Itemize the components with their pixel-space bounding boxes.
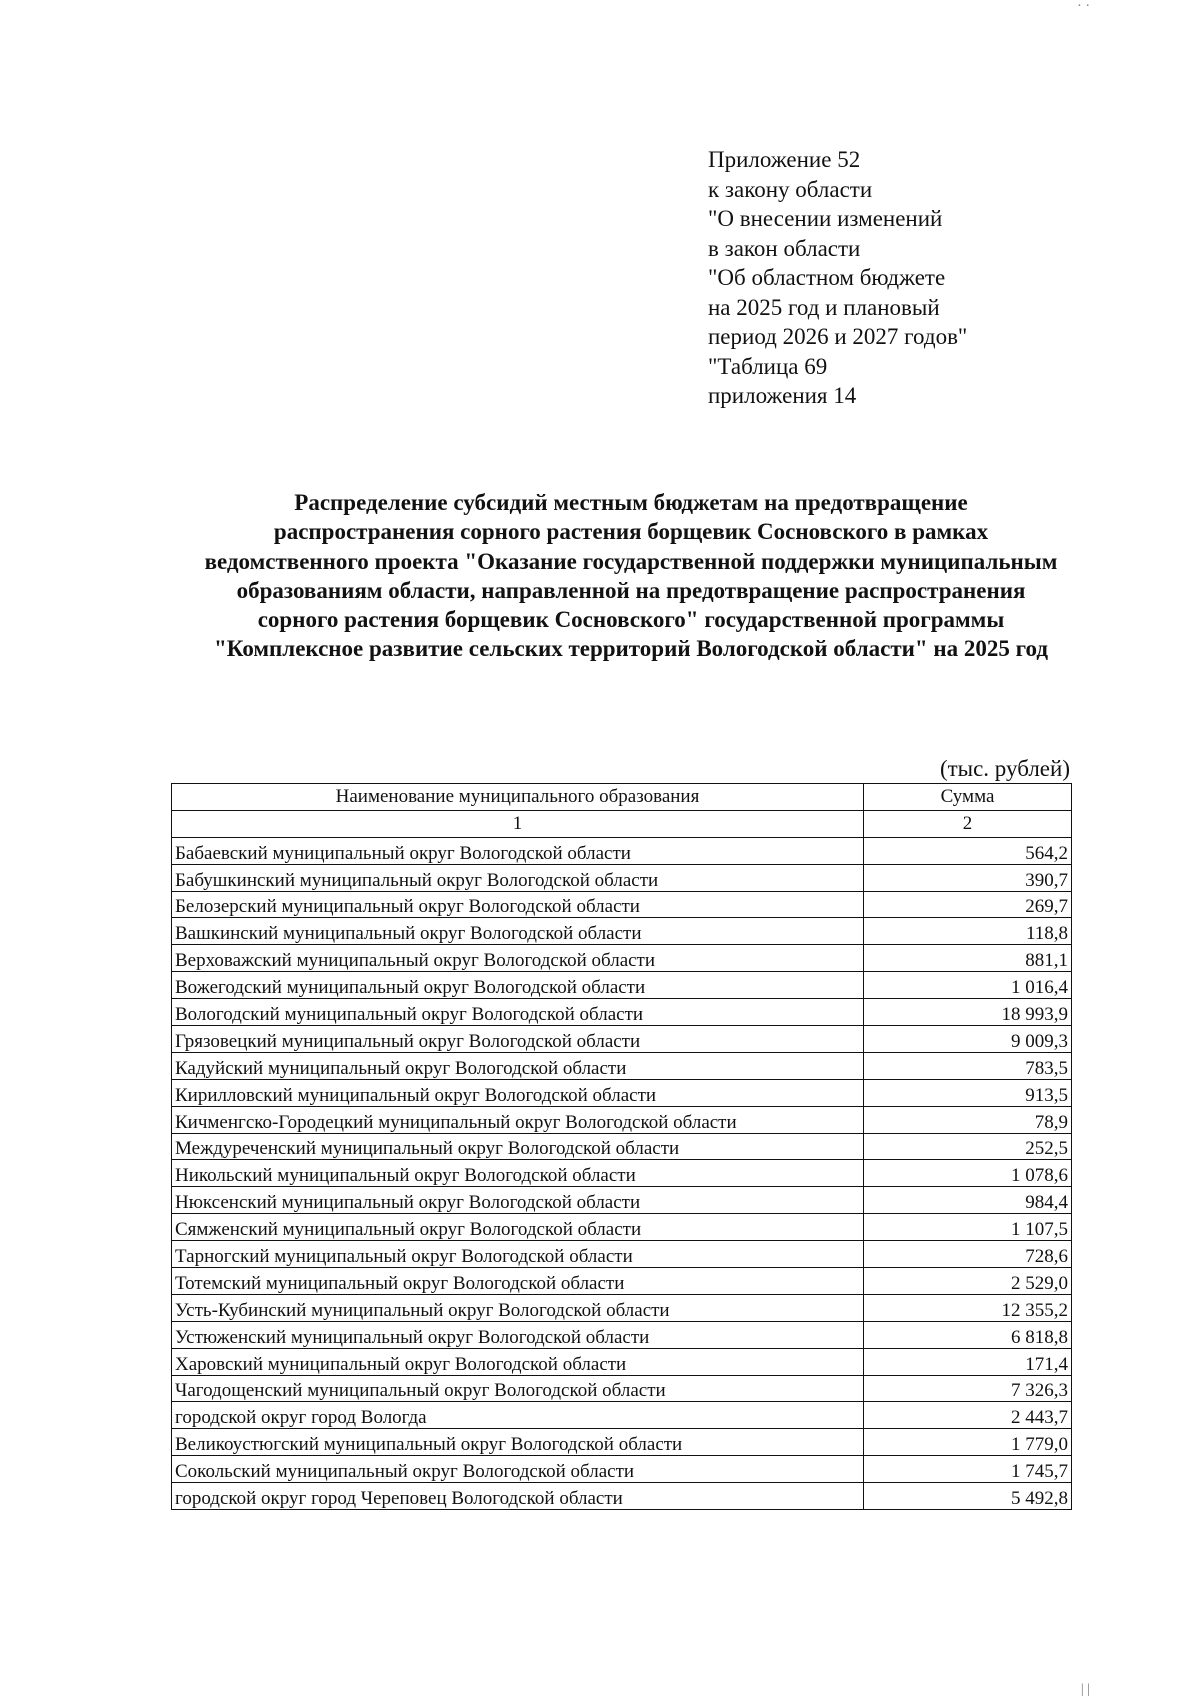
subsidy-sum-cell: 913,5 <box>864 1079 1072 1106</box>
subsidy-sum-cell: 2 443,7 <box>864 1402 1072 1429</box>
scan-mark-bottom: | | <box>1080 1682 1090 1697</box>
appendix-line: Приложение 52 <box>708 147 861 172</box>
subsidy-sum-cell: 6 818,8 <box>864 1321 1072 1348</box>
table-row <box>172 1241 1072 1268</box>
appendix-line: период 2026 и 2027 годов" <box>708 324 968 349</box>
municipality-name-cell: городской округ город Вологда <box>172 1402 864 1429</box>
table-row <box>172 1133 1072 1160</box>
units-label: (тыс. рублей) <box>939 756 1070 781</box>
subsidy-sum-cell: 9 009,3 <box>864 1026 1072 1053</box>
appendix-line: приложения 14 <box>708 383 857 408</box>
table-row <box>172 1079 1072 1106</box>
table-column-numbers-row <box>172 810 1072 837</box>
table-header-row <box>172 784 1072 811</box>
municipality-name-cell: Бабаевский муниципальный округ Вологодской области <box>172 837 864 864</box>
subsidy-sum-cell: 564,2 <box>864 837 1072 864</box>
municipality-name-cell: Вашкинский муниципальный округ Вологодской области <box>172 918 864 945</box>
subsidy-sum-cell: 1 779,0 <box>864 1429 1072 1456</box>
subsidy-sum-cell: 1 107,5 <box>864 1214 1072 1241</box>
municipality-name-cell: Усть-Кубинский муниципальный округ Вологодской области <box>172 1294 864 1321</box>
table-row <box>172 972 1072 999</box>
table-row <box>172 945 1072 972</box>
subsidy-sum-cell: 252,5 <box>864 1133 1072 1160</box>
municipality-name-cell: Вологодский муниципальный округ Вологодской области <box>172 999 864 1026</box>
subsidy-sum-cell: 1 016,4 <box>864 972 1072 999</box>
table-head <box>172 784 1072 838</box>
subsidy-sum-cell: 7 326,3 <box>864 1375 1072 1402</box>
title-line: распространения сорного растения борщевик Сосновского в рамках <box>273 519 989 545</box>
municipality-name-cell: Харовский муниципальный округ Вологодской области <box>172 1348 864 1375</box>
subsidy-sum-cell: 1 078,6 <box>864 1160 1072 1187</box>
municipality-name-cell: Бабушкинский муниципальный округ Вологодской области <box>172 864 864 891</box>
municipality-name-cell: Устюженский муниципальный округ Вологодской области <box>172 1321 864 1348</box>
appendix-line: "Таблица 69 <box>708 353 828 379</box>
municipality-name-cell: городской округ город Череповец Вологодской области <box>172 1483 864 1510</box>
subsidy-sum-cell: 12 355,2 <box>864 1294 1072 1321</box>
appendix-line: "О внесении изменений <box>708 206 943 231</box>
table-row <box>172 1052 1072 1079</box>
appendix-header <box>708 145 1088 411</box>
table-row <box>172 1429 1072 1456</box>
municipality-name-cell: Тарногский муниципальный округ Вологодской области <box>172 1241 864 1268</box>
table-row <box>172 1214 1072 1241</box>
municipality-name-cell: Великоустюгский муниципальный округ Вологодской области <box>172 1429 864 1456</box>
municipality-name-cell: Сокольский муниципальный округ Вологодской области <box>172 1456 864 1483</box>
table-row <box>172 1026 1072 1053</box>
header-sum: Сумма <box>864 784 1072 811</box>
municipality-name-cell: Вожегодский муниципальный округ Вологодской области <box>172 972 864 999</box>
title-line: сорного растения борщевик Сосновского" государственной программы <box>257 607 1005 633</box>
municipality-name-cell: Грязовецкий муниципальный округ Вологодской области <box>172 1026 864 1053</box>
table-row <box>172 1456 1072 1483</box>
table-row <box>172 864 1072 891</box>
column-number-1: 1 <box>172 810 864 837</box>
subsidy-sum-cell: 269,7 <box>864 891 1072 918</box>
municipality-name-cell: Сямженский муниципальный округ Вологодской области <box>172 1214 864 1241</box>
subsidy-sum-cell: 1 745,7 <box>864 1456 1072 1483</box>
table-row <box>172 891 1072 918</box>
municipality-name-cell: Белозерский муниципальный округ Вологодской области <box>172 891 864 918</box>
table-row <box>172 999 1072 1026</box>
table-row <box>172 1483 1072 1510</box>
subsidy-sum-cell: 118,8 <box>864 918 1072 945</box>
appendix-line: к закону области <box>708 176 873 202</box>
table-row <box>172 1294 1072 1321</box>
scan-mark-top: · · <box>1077 0 1090 14</box>
appendix-line: "Об областном бюджете <box>708 265 946 290</box>
municipality-name-cell: Никольский муниципальный округ Вологодской области <box>172 1160 864 1187</box>
municipality-name-cell: Тотемский муниципальный округ Вологодской области <box>172 1268 864 1295</box>
subsidy-sum-cell: 2 529,0 <box>864 1268 1072 1295</box>
table-row <box>172 1375 1072 1402</box>
subsidy-sum-cell: 18 993,9 <box>864 999 1072 1026</box>
municipality-name-cell: Кадуйский муниципальный округ Вологодской области <box>172 1052 864 1079</box>
municipality-name-cell: Верховажский муниципальный округ Вологодской области <box>172 945 864 972</box>
subsidy-sum-cell: 171,4 <box>864 1348 1072 1375</box>
appendix-line: в закон области <box>708 235 861 261</box>
table-row <box>172 1402 1072 1429</box>
title-line: Распределение субсидий местным бюджетам на предотвращение <box>294 490 968 515</box>
table-row <box>172 1160 1072 1187</box>
table-row <box>172 837 1072 864</box>
subsidy-sum-cell: 390,7 <box>864 864 1072 891</box>
title-line: ведомственного проекта "Оказание государственной поддержки муниципальным <box>204 548 1058 574</box>
subsidy-sum-cell: 5 492,8 <box>864 1483 1072 1510</box>
municipality-name-cell: Междуреченский муниципальный округ Вологодской области <box>172 1133 864 1160</box>
subsidy-distribution-table <box>171 783 1072 1510</box>
table-row <box>172 918 1072 945</box>
subsidy-sum-cell: 78,9 <box>864 1106 1072 1133</box>
header-municipality-name: Наименование муниципального образования <box>172 784 864 811</box>
subsidy-sum-cell: 984,4 <box>864 1187 1072 1214</box>
title-line: образованиям области, направленной на предотвращение распространения <box>236 577 1026 603</box>
table-row <box>172 1321 1072 1348</box>
table-row <box>172 1268 1072 1295</box>
table-row <box>172 1106 1072 1133</box>
subsidy-sum-cell: 783,5 <box>864 1052 1072 1079</box>
municipality-name-cell: Кичменгско-Городецкий муниципальный округ Вологодской области <box>172 1106 864 1133</box>
column-number-2: 2 <box>864 810 1072 837</box>
municipality-name-cell: Кирилловский муниципальный округ Вологодской области <box>172 1079 864 1106</box>
table-row <box>172 1187 1072 1214</box>
document-title <box>150 488 1112 664</box>
title-line: "Комплексное развитие сельских территорий Вологодской области" на 2025 год <box>214 636 1048 662</box>
table-body <box>172 837 1072 1509</box>
subsidy-sum-cell: 728,6 <box>864 1241 1072 1268</box>
table-row <box>172 1348 1072 1375</box>
subsidy-sum-cell: 881,1 <box>864 945 1072 972</box>
municipality-name-cell: Нюксенский муниципальный округ Вологодской области <box>172 1187 864 1214</box>
municipality-name-cell: Чагодощенский муниципальный округ Вологодской области <box>172 1375 864 1402</box>
appendix-line: на 2025 год и плановый <box>708 294 940 320</box>
